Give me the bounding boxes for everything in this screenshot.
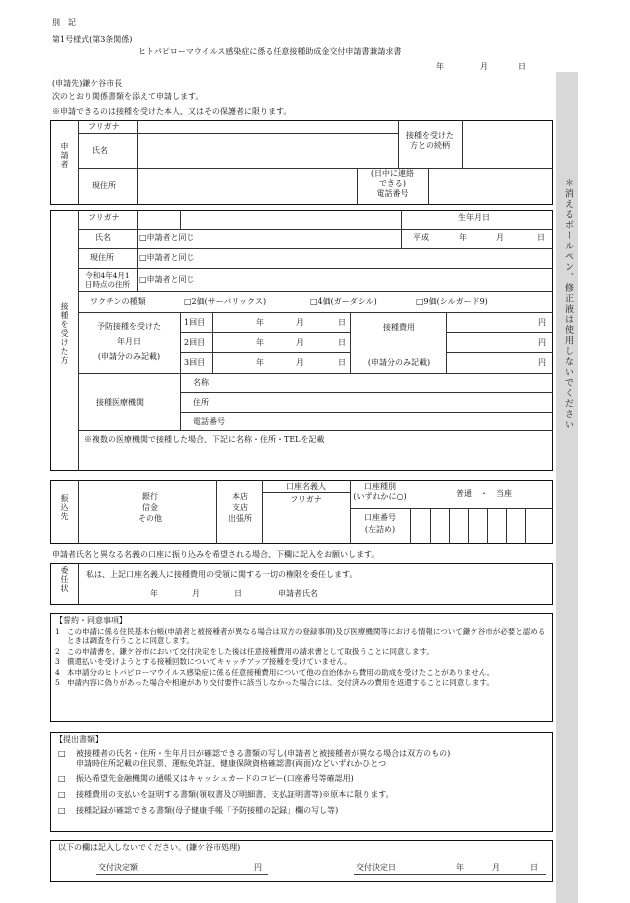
fee-1-yen: 円 [538,318,546,327]
vaccinee-address-label: 現住所 [90,253,114,262]
account-holder-label: 口座名義人 [286,482,326,491]
form-title: ヒトパピローマウイルス感染症に係る任意接種助成金交付申請書兼請求書 [138,47,402,56]
dose-3-year: 年 [256,358,264,367]
delegation-month: 月 [192,589,200,598]
vaccinee-section-label: 接種を受けた方 [60,302,69,365]
delegation-day: 日 [234,589,242,598]
vaccine-option-2valent[interactable]: □2価(サーバリックス) [184,297,267,306]
consent-list [55,627,548,687]
fee-2-yen: 円 [538,338,546,347]
delegation-text: 私は、上記口座名義人に接種費用の受領に関する一切の権限を委任します。 [86,570,358,579]
dose-3-day: 日 [338,358,346,367]
consent-item: 2 この申請書を、鎌ケ谷市において交付決定をした後は任意接種費用の請求書として取扱うことに同意します。 [55,646,434,656]
applicant-relation-field[interactable] [464,122,550,166]
multi-facility-note: ※複数の医療機関で接種した場合、下記に名称・住所・TELを記載 [84,435,325,444]
applicant-phone-label: (日中に連絡 できる) 電話番号 [370,169,415,198]
office-use-note: 以下の欄は記入しないでください。(鎌ケ谷市処理) [58,843,241,852]
decision-year: 年 [456,863,464,872]
document-item: □ 接種記録が確認できる書類(母子健康手帳「予防接種の記録」欄の写し等) [58,806,339,815]
decision-amount-label: 交付決定額 [98,863,138,872]
vaccinee-name-label: 氏名 [95,233,111,242]
dose-2-day: 日 [338,338,346,347]
facility-label: 接種医療機関 [96,398,144,407]
vaccinee-same-as-applicant-checkbox[interactable]: □申請者と同じ [139,233,195,242]
decision-day: 日 [530,863,538,872]
vaccination-fee-label: 接種費用 [383,323,415,332]
different-holder-note: 申請者氏名と異なる名義の口座に振り込みを希望される場合、下欄に記入をお願いします。 [52,550,380,559]
consent-item: 5 申請内容に偽りがあった場合や相違があり交付要件に該当しなかった場合には、交付済みの費用を返還することに同意します。 [55,677,494,687]
dose-2-month: 月 [296,338,304,347]
consent-title: 【誓約・同意事項】 [55,616,127,625]
dose-1-label: 1回目 [184,318,206,327]
bank-section-label: 振込先 [60,494,69,521]
vaccination-fee-note: (申請分のみ記載) [367,358,431,367]
dose-3-label: 3回目 [184,358,206,367]
account-type-label: 口座種別 (いずれかに○) [353,482,407,501]
dose-1-day: 日 [338,318,346,327]
vaccinee-birthdate-label: 生年月日 [458,213,490,222]
vaccinee-r4-address-same-checkbox[interactable]: □申請者と同じ [139,275,195,284]
facility-phone-label: 電話番号 [193,417,225,426]
dose-2-year: 年 [256,338,264,347]
vaccine-option-9valent[interactable]: □9価(シルガード9) [416,297,488,306]
facility-name-label: 名称 [193,378,209,387]
decision-month: 月 [492,863,500,872]
vaccination-date-label: 予防接種を受けた 年月日 (申請分のみ記載) [97,322,161,362]
documents-title: 【提出書類】 [55,735,103,744]
delegation-section-label: 委任状 [60,566,69,593]
eligibility-note: ※申請できるのは接種を受けた本人、又はその保護者に限ります。 [52,107,292,116]
vaccine-option-4valent[interactable]: □4価(ガーダシル) [310,297,377,306]
form-number: 第1号様式(第3条関係) [52,35,133,44]
date-day-label: 日 [518,62,526,71]
dose-1-year: 年 [256,318,264,327]
applicant-relation-label: 接種を受けた 方との続柄 [406,131,454,150]
birth-day-label: 日 [537,233,545,242]
fee-3-yen: 円 [538,358,546,367]
document-item: □ 接種費用の支払いを証明する書類(領収書及び明細書、支払証明書等)※原本に限ります。 [58,790,394,799]
account-number-field[interactable] [411,509,552,543]
consent-item: 1 この申請に係る住民基本台帳(申請者と被接種者が異なる場合は双方の登録事項)及び医療機関等における情報について鎌ケ谷市が必要と認めるときは調査を行うことに同意します。 [55,627,546,646]
document-checkbox[interactable]: □ [58,790,66,799]
intro-text: 次のとおり関係書類を添えて申請します。 [52,92,204,101]
date-month-label: 月 [480,62,488,71]
consent-item: 4 本申請分のヒトパピローマウイルス感染症に係る任意接種費用について他の自治体から費用の助成を受けたことがありません。 [55,667,495,677]
document-checkbox[interactable]: □ [58,774,66,783]
document-item: □ 振込希望先金融機関の通帳又はキャッシュカードのコピー(口座番号等確認用) [58,774,354,783]
birth-month-label: 月 [496,233,504,242]
consent-item: 3 償還払いを受けようとする接種回数についてキャッチアップ接種を受けていません。 [55,657,352,667]
applicant-name-label: 氏名 [92,146,108,155]
birth-era-label: 平成 [413,233,429,242]
facility-address-label: 住所 [193,398,209,407]
decision-date-label: 交付決定日 [356,863,396,872]
delegation-year: 年 [150,589,158,598]
side-notice-text: ＊消えるボールペン、修正液は使用しないでください [563,178,573,430]
vaccinee-furigana-label: フリガナ [88,213,120,222]
delegation-signer-label: 申請者氏名 [278,589,318,598]
applicant-furigana-label: フリガナ [88,122,120,131]
vaccinee-address-same-checkbox[interactable]: □申請者と同じ [139,253,195,262]
betsuki-label: 別 記 [52,18,76,27]
dose-2-label: 2回目 [184,338,206,347]
decision-amount-yen: 円 [254,863,262,872]
account-type-options[interactable]: 普通 ・ 当座 [456,489,512,498]
branch-type-label: 本店 支店 出張所 [228,492,252,524]
date-year-label: 年 [436,62,444,71]
applicant-section-label: 申請者 [60,142,69,169]
applicant-phone-field[interactable] [430,170,551,203]
addressee: (申請先)鎌ケ谷市長 [52,79,123,88]
documents-list [58,749,548,816]
birth-year-label: 年 [459,233,467,242]
bank-type-label: 銀行 信金 その他 [138,492,162,524]
document-item: □ 被接種者の氏名・住所・生年月日が確認できる書類の写し(申請者と被接種者が異なる場合は双方のもの) 申請時住所記載の住民票、運転免許証、健康保険資格確認書(両面)などいずれかひとつ [58,749,451,768]
dose-3-month: 月 [296,358,304,367]
document-checkbox[interactable]: □ [58,749,66,758]
applicant-address-label: 現住所 [92,181,116,190]
applicant-name-field[interactable] [139,135,396,166]
document-checkbox[interactable]: □ [58,806,66,815]
account-holder-kana-label: フリガナ [290,495,322,504]
vaccinee-r4-address-label: 令和4年4月1 日時点の住所 [85,271,130,290]
account-number-label: 口座番号 (左詰め) [364,513,396,534]
applicant-address-field[interactable] [139,170,355,203]
dose-1-month: 月 [296,318,304,327]
vaccine-type-label: ワクチンの種類 [90,297,146,306]
